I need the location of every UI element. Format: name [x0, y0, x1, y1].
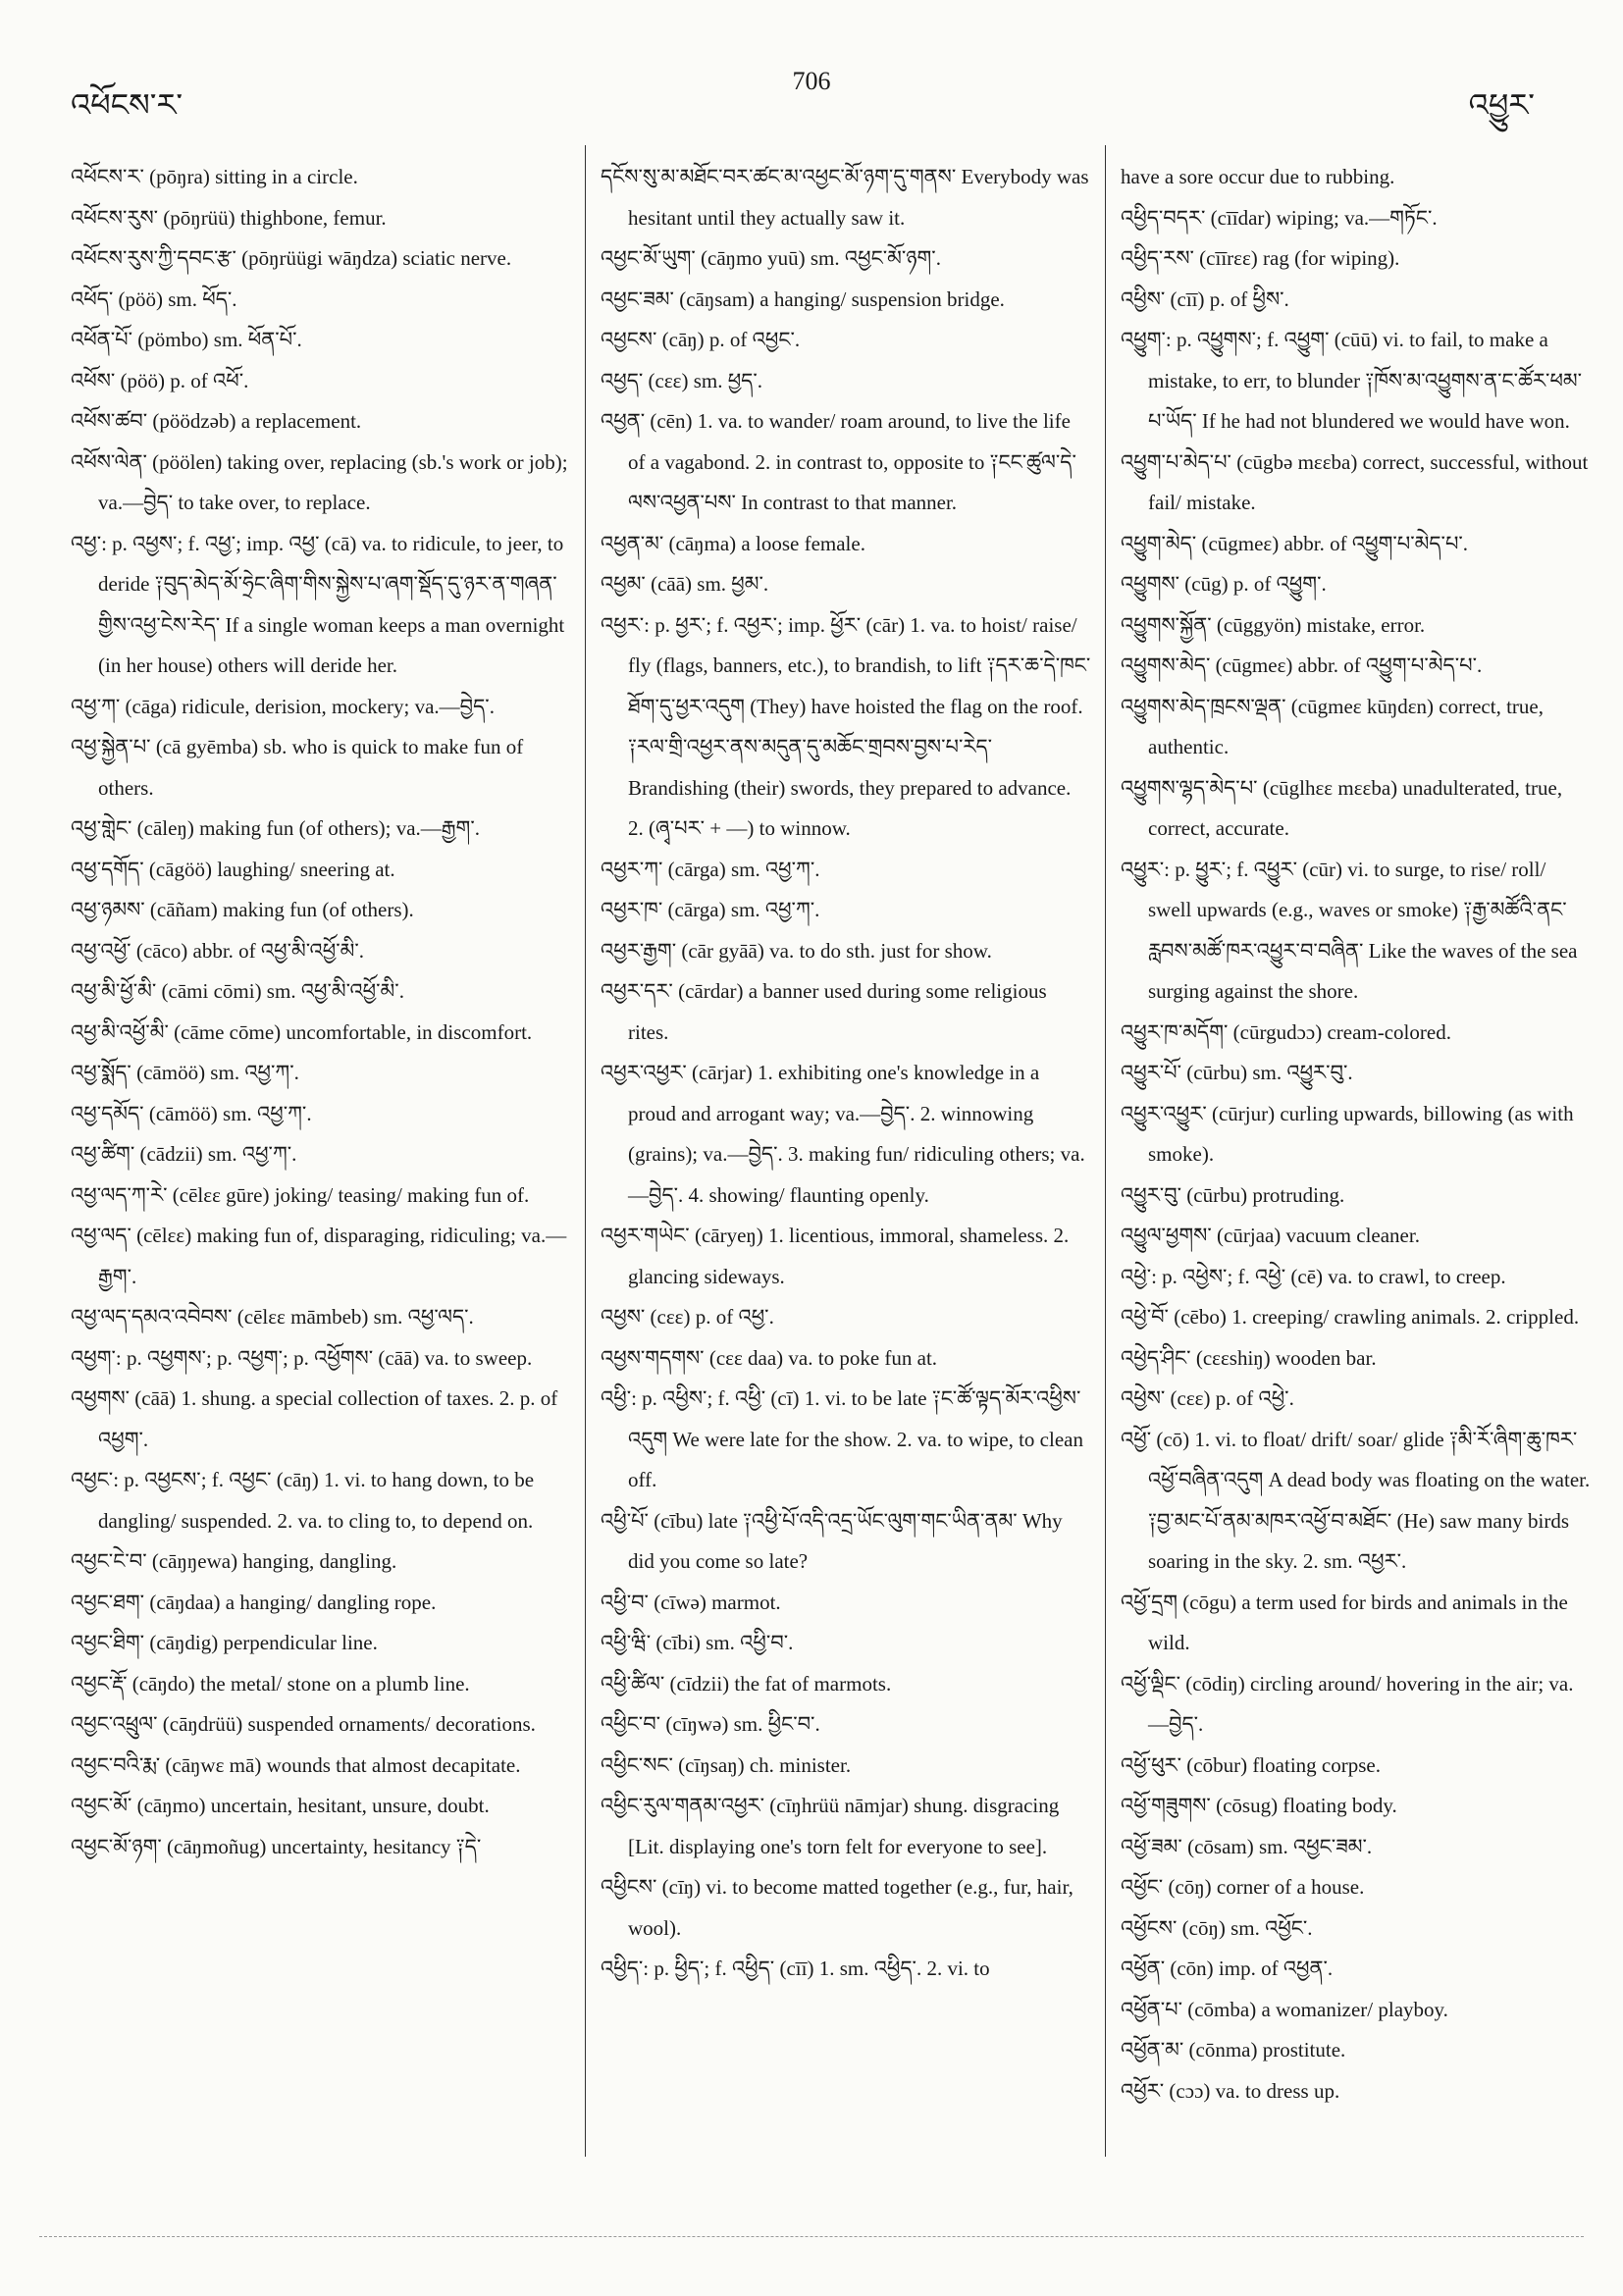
dictionary-entry: འཕྱམ་ (cāā) sm. ཕྱམ་. [601, 572, 769, 596]
dictionary-entry: འཕྱེ་: p. འཕྱེས་; f. འཕྱེ་ (cē) va. to crawl, to creep. [1121, 1264, 1506, 1288]
dictionary-entry: འཕྱིངས་ (cīŋ) vi. to become matted together (e.g., fur, hair, wool). [601, 1875, 1073, 1940]
dictionary-entry: འཕྱུགས་སྐྱོན་ (cūggyön) mistake, error. [1121, 612, 1426, 637]
dictionary-entry: འཕྱི་: p. འཕྱིས་; f. འཕྱི་ (cī) 1. vi. to be late ༑ང་ཚོ་ལྟད་མོར་འཕྱིས་འདུག We were late for the show. 2. va. to wipe, to clean off. [601, 1386, 1083, 1491]
dictionary-entry: འཕོས་ཚབ་ (pöödzəb) a replacement. [71, 409, 362, 433]
dictionary-entry: འཕྱུགས་ (cūg) p. of འཕྱུག་. [1121, 572, 1327, 596]
running-head-right: འཕྱུར་ [1468, 87, 1535, 123]
dictionary-entry: འཕྱིད་རས་ (cīīrεε) rag (for wiping). [1121, 246, 1400, 270]
dictionary-entry: འཕྱོ་ (cō) 1. vi. to float/ drift/ soar/ glide ༑མི་རོ་ཞིག་ཆུ་ཁར་འཕྱོ་བཞིན་འདུག A dead body was floating on the water. ༑བྱ་མང་པོ་ནམ་མཁར་འཕྱོ་བ་མཐོང་ (He) saw many birds soaring in the sky. 2. sm. འཕྱར་. [1121, 1427, 1591, 1573]
dictionary-entry: འཕྱ་ཀ་ (cāga) ridicule, derision, mockery; va.—བྱེད་. [71, 694, 495, 718]
dictionary-entry: འཕོངས་ར་ (pōŋra) sitting in a circle. [71, 165, 358, 188]
dictionary-entry: འཕྱོ་ཕུར་ (cōbur) floating corpse. [1121, 1752, 1381, 1777]
dictionary-entry: འཕྱ་སྨོད་ (cāmöö) sm. འཕྱ་ཀ་. [71, 1061, 299, 1084]
dictionary-entry: འཕྱིང་རུལ་གནམ་འཕྱར་ (cīŋhrüü nāmjar) shung. disgracing [Lit. displaying one's torn felt for everyone to see]. [601, 1794, 1060, 1858]
dictionary-entry: འཕྱས་གདགས་ (cεε daa) va. to poke fun at. [601, 1345, 938, 1370]
dictionary-entry: འཕྱི་བ་ (cīwə) marmot. [601, 1590, 781, 1614]
column-divider [1105, 145, 1106, 2157]
dictionary-entry: འཕྱ་མི་ཕྱོ་མི་ (cāmi cōmi) sm. འཕྱ་མི་འཕྱོ་མི་. [71, 979, 404, 1003]
dictionary-entry: འཕྱོར་ (cɔɔ) va. to dress up. [1121, 2078, 1340, 2103]
dictionary-entry: འཕྱུག་པ་མེད་པ་ (cūgbə mεεba) correct, successful, without fail/ mistake. [1121, 449, 1589, 514]
dictionary-entry: འཕྱངས་ (cāŋ) p. of འཕྱང་. [601, 328, 801, 351]
dictionary-entry: འཕྱན་མ་ (cāŋma) a loose female. [601, 531, 865, 555]
dictionary-entry: འཕྱུལ་ཕྱགས་ (cūrjaa) vacuum cleaner. [1121, 1224, 1420, 1247]
dictionary-entry: have a sore occur due to rubbing. [1121, 165, 1395, 188]
dictionary-entry: འཕྱང་མོ་ཡུག་ (cāŋmo yuū) sm. འཕྱང་མོ་ཉག་. [601, 246, 941, 270]
dictionary-entry: འཕྱིས་ (cīī) p. of ཕྱིས་. [1121, 287, 1289, 311]
column-divider [585, 145, 586, 2157]
page-bottom-edge [39, 2236, 1584, 2237]
dictionary-entry: འཕྱ་ལད་ཀ་རེ་ (cēlεε gūre) joking/ teasing/ making fun of. [71, 1182, 530, 1207]
dictionary-entry: འཕྱོན་ (cōn) imp. of འཕྱན་. [1121, 1957, 1334, 1980]
dictionary-entry: འཕྱང་ངེ་བ་ (cāŋŋewa) hanging, dangling. [71, 1549, 397, 1573]
dictionary-entry: འཕྱང་བའི་རྨ་ (cāŋwε mā) wounds that almost decapitate. [71, 1752, 521, 1777]
dictionary-entry: འཕོས་ (pöö) p. of འཕོ་. [71, 368, 249, 392]
dictionary-entry: འཕྱས་ (cεε) p. of འཕྱ་. [601, 1305, 774, 1329]
dictionary-entry: འཕྱིང་བ་ (cīŋwə) sm. ཕྱིང་བ་. [601, 1712, 820, 1736]
page-number: 706 [792, 67, 831, 95]
dictionary-entry: དངོས་སུ་མ་མཐོང་བར་ཚང་མ་འཕྱང་མོ་ཉག་དུ་གནས་ Everybody was hesitant until they actually saw it. [601, 165, 1089, 230]
dictionary-entry: འཕྱང་རྡོ་ (cāŋdo) the metal/ stone on a plumb line. [71, 1671, 470, 1696]
dictionary-entry: འཕྱང་མོ་ (cāŋmo) uncertain, hesitant, unsure, doubt. [71, 1794, 490, 1817]
dictionary-entry: འཕོན་པོ་ (pömbo) sm. ཕོན་པོ་. [71, 328, 302, 351]
dictionary-entry: འཕྱང་ཐག་ (cāŋdaa) a hanging/ dangling rope. [71, 1590, 437, 1614]
dictionary-entry: འཕྱོ་གཟུགས་ (cōsug) floating body. [1121, 1794, 1397, 1817]
dictionary-entry: འཕྱ་དམོད་ (cāmöö) sm. འཕྱ་ཀ་. [71, 1101, 312, 1125]
dictionary-entry: འཕྱུག་: p. འཕྱུགས་; f. འཕྱུག་ (cūū) vi. to fail, to make a mistake, to err, to blunder ༑ཁོས་མ་འཕྱུགས་ན་ང་ཚོར་ཕམ་པ་ཡོད་ If he had not blundered we would have won. [1121, 328, 1583, 433]
dictionary-entry: འཕྱུར་བུ་ (cūrbu) protruding. [1121, 1182, 1345, 1207]
dictionary-entry: འཕྱུགས་ལྷད་མེད་པ་ (cūglhεε mεεba) unadulterated, true, correct, accurate. [1121, 775, 1563, 840]
dictionary-entry: འཕྱི་ཝི་ (cībi) sm. འཕྱི་བ་. [601, 1631, 794, 1654]
dictionary-entry: འཕྱོང་ (cōŋ) corner of a house. [1121, 1875, 1365, 1899]
dictionary-entry: འཕྱར་གཡེང་ (cāryeŋ) 1. licentious, immoral, shameless. 2. glancing sideways. [601, 1224, 1070, 1288]
dictionary-entry: འཕྱར་: p. ཕྱར་; f. འཕྱར་; imp. ཕྱོར་ (cār) 1. va. to hoist/ raise/ fly (flags, banners, etc.), to brandish, to lift ༑དར་ཆ་དེ་ཁང་ཐོག་དུ་ཕྱར་འདུག (They) have hoisted the flag on the roof. ༑རལ་གྲི་འཕྱར་ནས་མདུན་དུ་མཆོང་གྲབས་བྱས་པ་རེད་ Brandishing (their) swords, they prepared to advance. 2. (ཞྭ་པར་ + —) to winnow. [601, 612, 1091, 840]
dictionary-entry: འཕྱེ་བོ་ (cēbo) 1. creeping/ crawling animals. 2. crippled. [1121, 1305, 1580, 1329]
dictionary-entry: འཕྱི་པོ་ (cību) late ༑འཕྱི་པོ་འདི་འདྲ་ཡོང་ལུག་གང་ཡིན་ནམ་ Why did you come so late? [601, 1508, 1063, 1573]
dictionary-entry: འཕྱིང་སང་ (cīŋsaŋ) ch. minister. [601, 1752, 852, 1777]
dictionary-column-2 [601, 157, 1091, 1990]
dictionary-entry: འཕྱུར་འཕྱུར་ (cūrjur) curling upwards, billowing (as with smoke). [1121, 1101, 1574, 1166]
dictionary-entry: འཕྱུགས་མེད་ཁྲངས་ལྡན་ (cūgmeε kūŋdεn) correct, true, authentic. [1121, 694, 1544, 758]
dictionary-column-1 [71, 157, 571, 1867]
dictionary-entry: འཕྱང་འཕྲུལ་ (cāŋdrüü) suspended ornaments/ decorations. [71, 1712, 536, 1736]
dictionary-entry: འཕྱ་ལད་ (cēlεε) making fun of, disparaging, ridiculing; va.—རྒྱག་. [71, 1224, 567, 1288]
dictionary-entry: འཕོངས་རུས་ (pōŋrüü) thighbone, femur. [71, 205, 387, 230]
dictionary-entry: འཕྱགས་ (cāā) 1. shung. a special collection of taxes. 2. p. of འཕྱག་. [71, 1386, 558, 1451]
dictionary-entry: འཕྱུག་མེད་ (cūgmeε) abbr. of འཕྱུག་པ་མེད་པ་. [1121, 531, 1469, 555]
dictionary-entry: འཕྱུར་པོ་ (cūrbu) sm. འཕྱུར་བུ་. [1121, 1061, 1353, 1084]
dictionary-entry: འཕྱར་ཁ་ (cārga) sm. འཕྱ་ཀ་. [601, 898, 820, 921]
dictionary-entry: འཕྱ་: p. འཕྱས་; f. འཕྱ་; imp. འཕྱ་ (cā) va. to ridicule, to jeer, to deride ༑བུད་མེད་མོ་ཧྲེང་ཞིག་གིས་སྐྱེས་པ་ཞག་སྡོད་དུ་ཉར་ན་གཞན་གྱིས་འཕྱ་ངེས་རེད་ If a single woman keeps a man overnight (in her house) others will deride her. [71, 531, 565, 677]
dictionary-entry: འཕྱང་མོ་ཉག་ (cāŋmoñug) uncertainty, hesitancy ༑དེ་ [71, 1834, 482, 1858]
dictionary-entry: འཕྱར་རྒྱག་ (cār gyāā) va. to do sth. just for show. [601, 938, 992, 963]
dictionary-entry: འཕྱན་ (cēn) 1. va. to wander/ roam around, to live the life of a vagabond. 2. in contrast to, opposite to ༑ངང་ཚུལ་དེ་ལས་འཕྱན་པས་ In contrast to that manner. [601, 409, 1076, 514]
dictionary-entry: འཕྱང་ཐིག་ (cāŋdig) perpendicular line. [71, 1631, 378, 1654]
dictionary-entry: འཕྱོན་མ་ (cōnma) prostitute. [1121, 2038, 1346, 2061]
dictionary-entry: འཕྱོ་ཟམ་ (cōsam) sm. འཕྱང་ཟམ་. [1121, 1834, 1373, 1858]
dictionary-entry: འཕྱག་: p. འཕྱགས་; p. འཕྱག་; p. འཕྱོགས་ (cāā) va. to sweep. [71, 1345, 533, 1370]
dictionary-entry: འཕྱོངས་ (cōŋ) sm. འཕྱོང་. [1121, 1915, 1313, 1940]
dictionary-entry: འཕྱི་ཚིལ་ (cīdzii) the fat of marmots. [601, 1671, 892, 1696]
dictionary-entry: འཕྱོན་པ་ (cōmba) a womanizer/ playboy. [1121, 1997, 1448, 2021]
dictionary-entry: འཕྱོ་དྲག (cōgu) a term used for birds and animals in the wild. [1121, 1590, 1568, 1654]
dictionary-entry: འཕྱ་ཚིག་ (cādzii) sm. འཕྱ་ཀ་. [71, 1142, 297, 1166]
dictionary-entry: འཕྱིད་: p. ཕྱིད་; f. འཕྱིད་ (cīī) 1. sm. འཕྱིད་. 2. vi. to [601, 1957, 990, 1980]
dictionary-entry: འཕྱ་དགོད་ (cāgöö) laughing/ sneering at. [71, 857, 395, 881]
dictionary-entry: འཕྱུར་ཁ་མདོག་ (cūrgudɔɔ) cream-colored. [1121, 1019, 1451, 1044]
dictionary-entry: འཕྱ་ཉམས་ (cāñam) making fun (of others). [71, 898, 414, 921]
dictionary-entry: འཕྱད་ (cεε) sm. ཕྱད་. [601, 368, 762, 392]
dictionary-entry: འཕྱང་ཟམ་ (cāŋsam) a hanging/ suspension bridge. [601, 287, 1005, 311]
dictionary-entry: འཕྱར་འཕྱར་ (cārjar) 1. exhibiting one's knowledge in a proud and arrogant way; va.—བྱེད་. 2. winnowing (grains); va.—བྱེད་. 3. making fun/ ridiculing others; va.—བྱེད་. 4. showing/ flaunting openly. [601, 1061, 1085, 1207]
dictionary-entry: འཕྱ་སྐྱེན་པ་ (cā gyēmba) sb. who is quick to make fun of others. [71, 735, 524, 800]
dictionary-entry: འཕྱུགས་མེད་ (cūgmeε) abbr. of འཕྱུག་པ་མེད་པ་. [1121, 653, 1483, 677]
dictionary-entry: འཕྱེས་ (cεε) p. of འཕྱེ་. [1121, 1386, 1294, 1410]
dictionary-entry: འཕྱོ་ལྡིང་ (cōdiŋ) circling around/ hovering in the air; va.—བྱེད་. [1121, 1671, 1574, 1736]
dictionary-entry: འཕྱར་དར་ (cārdar) a banner used during some religious rites. [601, 979, 1047, 1044]
dictionary-column-3 [1121, 157, 1592, 2112]
dictionary-entry: འཕོངས་རུས་ཀྱི་དབང་རྩ་ (pōŋrüügi wāŋdza) sciatic nerve. [71, 246, 512, 270]
dictionary-entry: འཕྱ་གླེང་ (cāleŋ) making fun (of others); va.—རྒྱག་. [71, 816, 480, 840]
dictionary-entry: འཕྱར་ཀ་ (cārga) sm. འཕྱ་ཀ་. [601, 857, 820, 881]
dictionary-entry: འཕྱུར་: p. ཕྱུར་; f. འཕྱུར་ (cūr) vi. to surge, to rise/ roll/ swell upwards (e.g., waves or smoke) ༑རྒྱ་མཚོའི་ནང་རླབས་མཚོ་ཁར་འཕྱུར་བ་བཞིན་ Like the waves of the sea surging against the shore. [1121, 857, 1578, 1003]
dictionary-entry: འཕྱ་ལད་དམའ་འབེབས་ (cēlεε māmbeb) sm. འཕྱ་ལད་. [71, 1305, 474, 1329]
dictionary-entry: འཕྱ་མི་འཕྱོ་མི་ (cāme cōme) uncomfortable, in discomfort. [71, 1019, 533, 1044]
dictionary-entry: འཕྱིད་བདར་ (cīīdar) wiping; va.—གཏོང་. [1121, 205, 1438, 230]
dictionary-entry: འཕོས་ལེན་ (pöölen) taking over, replacing (sb.'s work or job); va.—བྱེད་ to take over, to replace. [71, 449, 568, 514]
dictionary-entry: འཕོད་ (pöö) sm. ཕོད་. [71, 287, 237, 311]
dictionary-entry: འཕྱ་འཕྱོ་ (cāco) abbr. of འཕྱ་མི་འཕྱོ་མི་. [71, 938, 365, 963]
dictionary-entry: འཕྱེད་ཤིང་ (cεεshiŋ) wooden bar. [1121, 1345, 1377, 1370]
dictionary-entry: འཕྱང་: p. འཕྱངས་; f. འཕྱང་ (cāŋ) 1. vi. to hang down, to be dangling/ suspended. 2. va. to cling to, to depend on. [71, 1468, 535, 1533]
running-head-left: འཕོངས་ར་ [71, 87, 183, 123]
